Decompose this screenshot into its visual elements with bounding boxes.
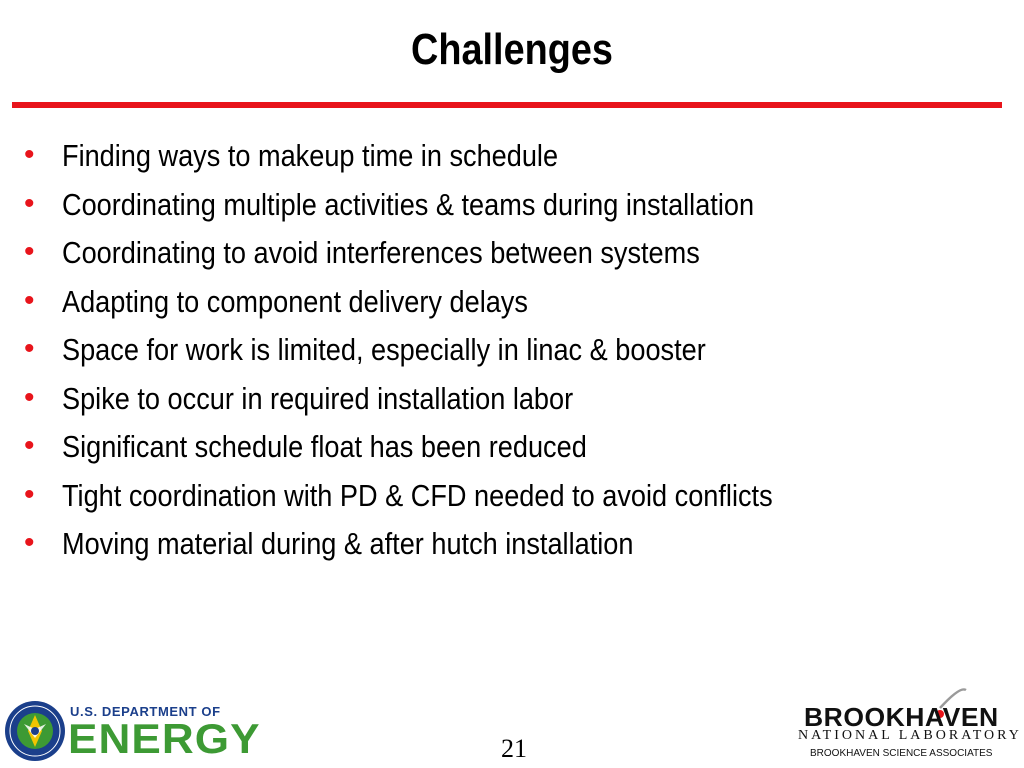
bnl-logo — [790, 682, 1020, 766]
bullet-item — [0, 132, 1000, 181]
bullet-item — [0, 181, 1000, 230]
bullet-text: Finding ways to makeup time in schedule — [62, 138, 559, 173]
bullet-text: Significant schedule float has been reduced — [62, 429, 587, 464]
bullet-marker: • — [24, 526, 35, 559]
bullet-marker: • — [24, 283, 35, 317]
bullet-text: Adapting to component delivery delays — [62, 283, 528, 319]
bullet-text: Space for work is limited, especially in linac & booster — [62, 332, 706, 367]
page-number: 21 — [501, 734, 527, 763]
doe-logo-line1: U.S. DEPARTMENT OF — [70, 704, 221, 719]
bullet-text: Moving material during & after hutch installation — [62, 526, 634, 561]
bullet-list — [0, 132, 1000, 569]
slide-title: Challenges — [411, 25, 613, 74]
title-divider — [12, 102, 1002, 108]
bnl-logo-associates: BROOKHAVEN SCIENCE ASSOCIATES — [810, 748, 993, 759]
bullet-text: Spike to occur in required installation labor — [62, 380, 574, 416]
doe-logo-line2: ENERGY — [68, 715, 261, 762]
bullet-marker: • — [24, 380, 35, 414]
bullet-item — [0, 520, 1000, 569]
bullet-item — [0, 423, 1000, 472]
doe-seal-icon — [4, 700, 66, 762]
bullet-marker: • — [24, 186, 35, 220]
bullet-text: Coordinating to avoid interferences between systems — [62, 235, 700, 270]
bullet-marker: • — [24, 429, 35, 462]
bullet-text: Tight coordination with PD & CFD needed to avoid conflicts — [62, 477, 773, 513]
doe-logo — [4, 700, 261, 764]
bullet-item — [0, 472, 1000, 521]
bullet-item — [0, 326, 1000, 375]
bullet-item — [0, 375, 1000, 424]
bullet-marker: • — [24, 235, 35, 268]
bullet-marker: • — [24, 138, 35, 171]
bnl-logo-name: BROOKHAVEN — [804, 702, 999, 732]
bnl-logo-subtitle: NATIONAL LABORATORY — [798, 728, 1022, 743]
bullet-item — [0, 229, 1000, 278]
bullet-marker: • — [24, 477, 35, 511]
bullet-text: Coordinating multiple activities & teams during installation — [62, 186, 755, 222]
bullet-item — [0, 278, 1000, 327]
bullet-marker: • — [24, 332, 35, 365]
